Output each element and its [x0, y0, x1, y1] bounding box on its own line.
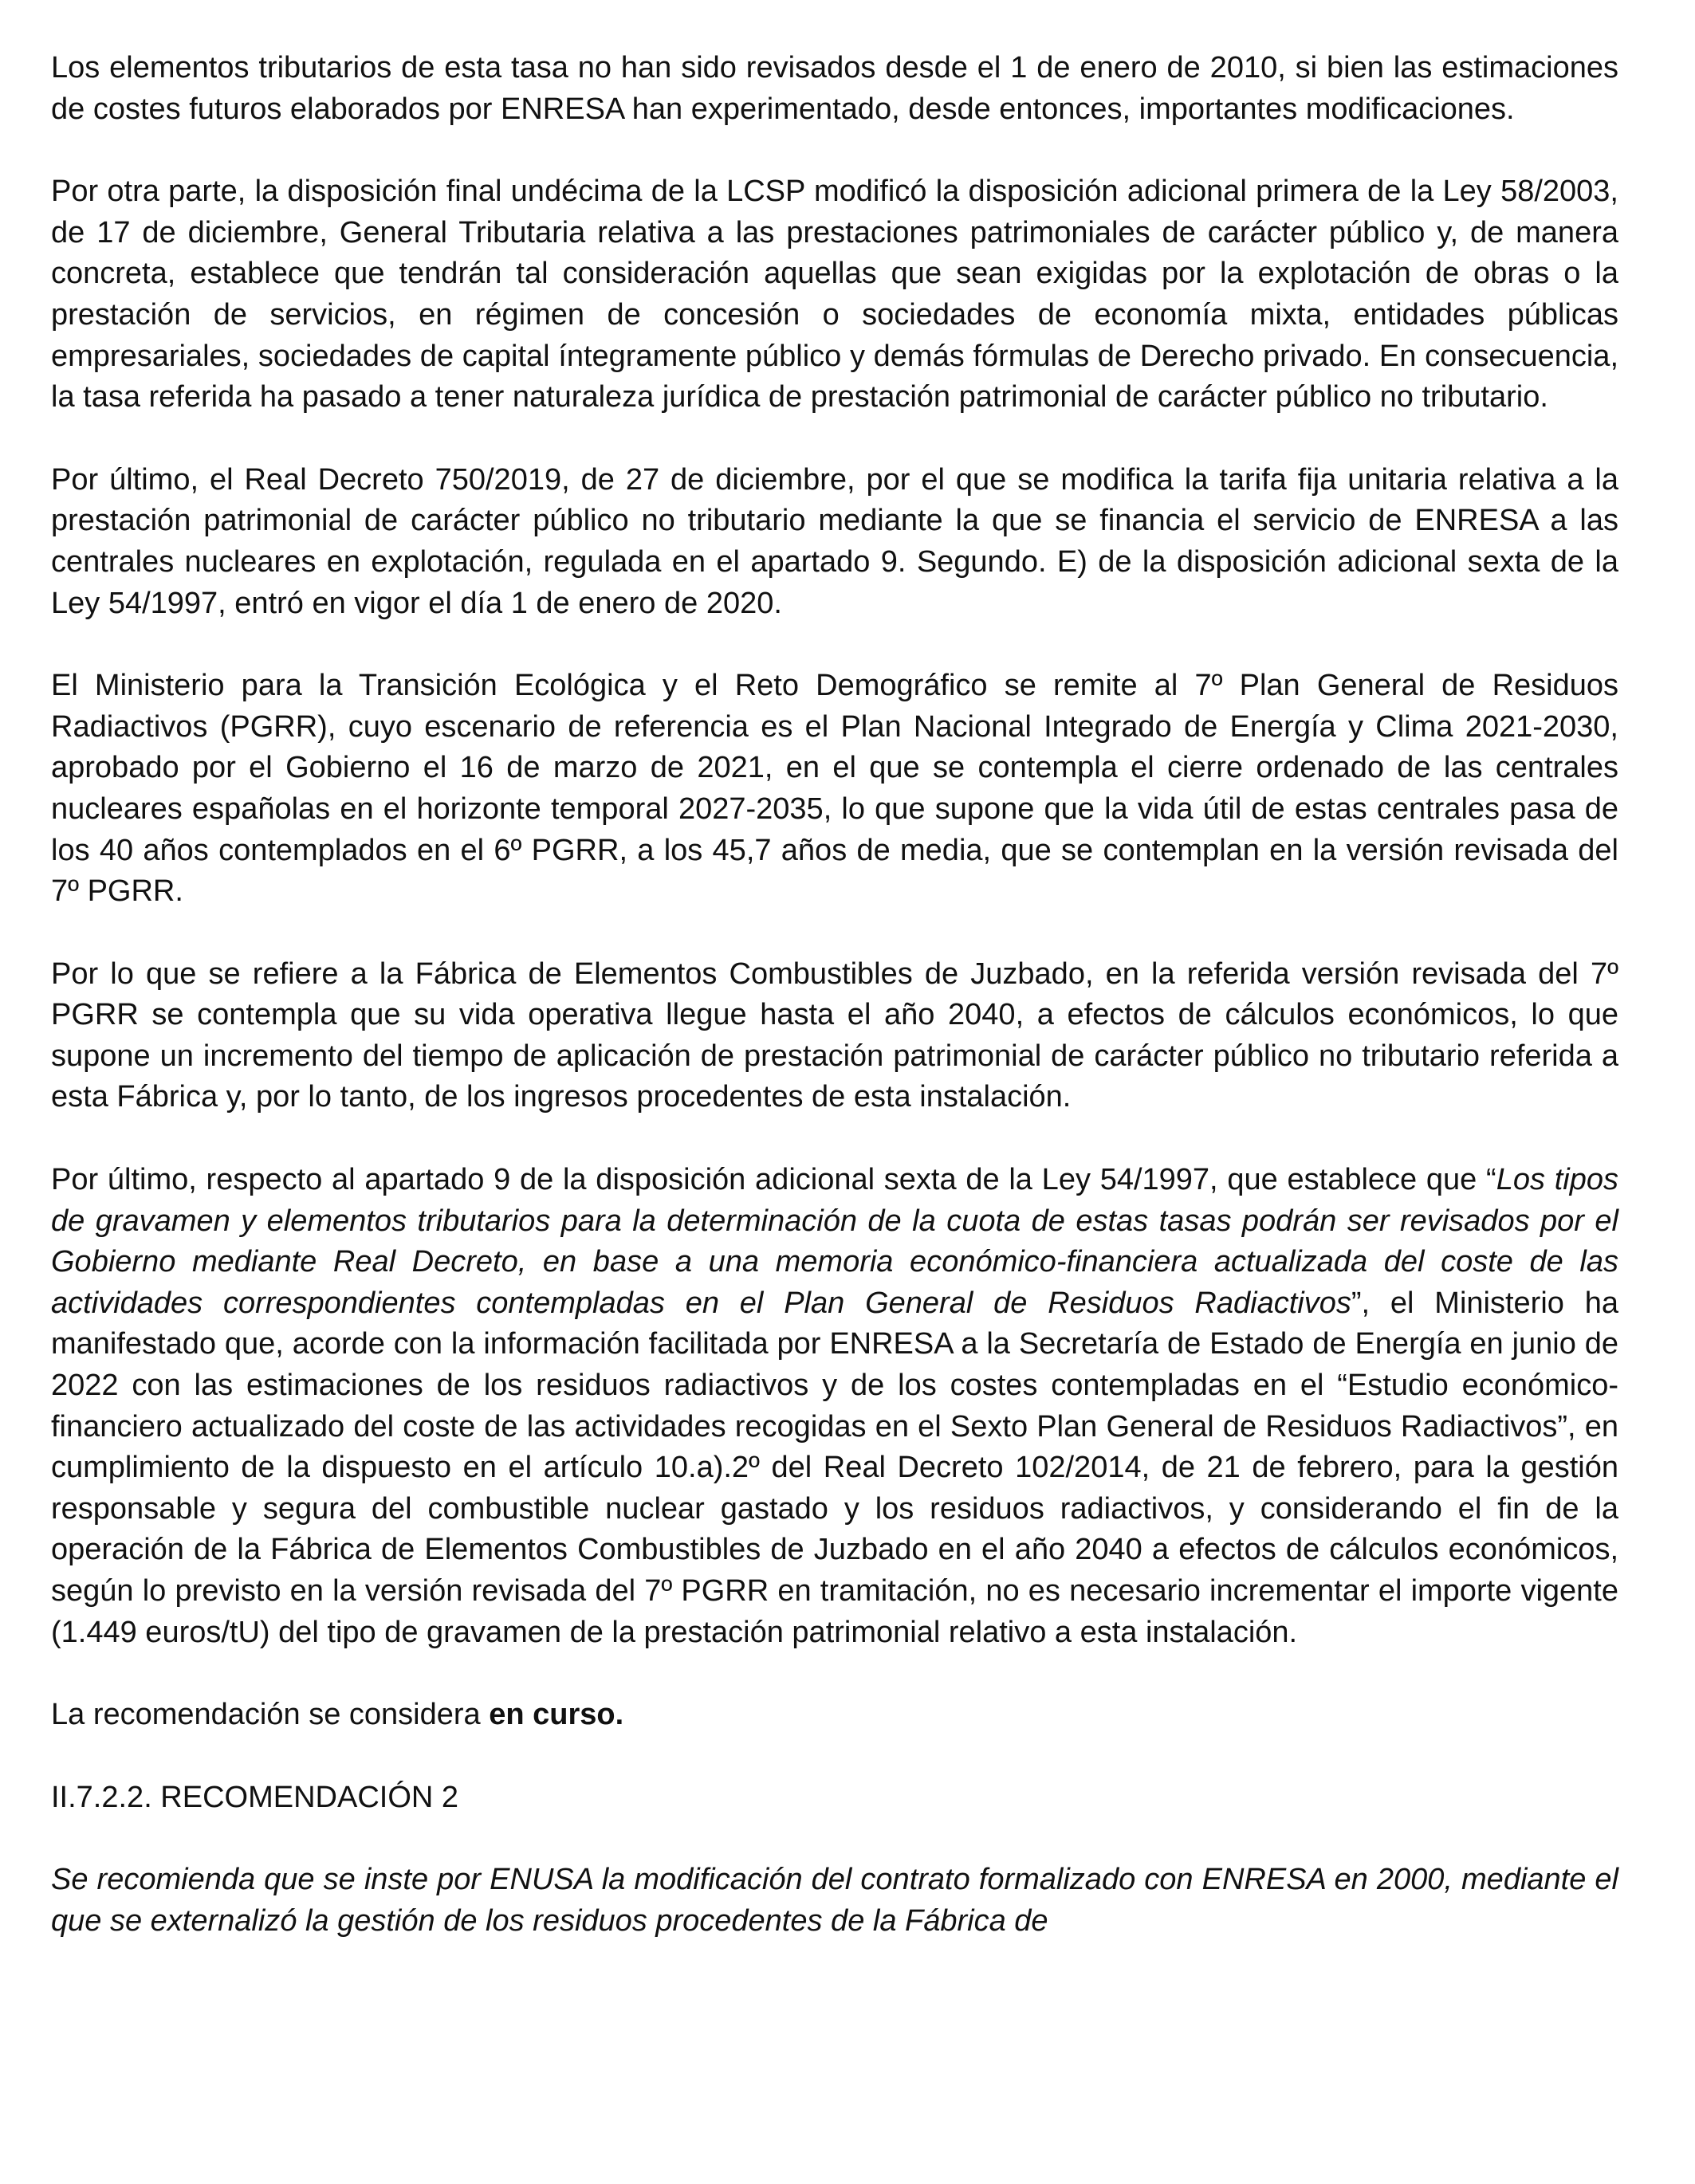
paragraph-status	[51, 1695, 1618, 1736]
paragraph-lcsp: Por otra parte, la disposición final undécima de la LCSP modificó la disposición adicional primera de la Ley 58/2003, de 17 de diciembre, General Tributaria relativa a las prestaciones patrimoniales de carácter público y, de manera concreta, establece que tendrán tal consideración aquellas que sean exigidas por la explotación de obras o la prestación de servicios, en régimen de concesión o sociedades de economía mixta, entidades públicas empresariales, sociedades de capital íntegramente público y demás fórmulas de Derecho privado. En consecuencia, la tasa referida ha pasado a tener naturaleza jurídica de prestación patrimonial de carácter público no tributario.	[51, 175, 1618, 414]
document-page	[51, 48, 1618, 1942]
quoted-legal-text: Los tipos de gravamen y elementos tributarios para la determinación de la cuota de estas tasas podrán ser revisados por el Gobierno mediante Real Decreto, en base a una memoria económico-financiera actualizada del coste de las actividades correspondientes contempladas en el Plan General de Residuos Radiactivos	[51, 1163, 1618, 1320]
paragraph-apartado-9-end: ”, el Ministerio ha manifestado que, acorde con la información facilitada por ENRESA a la Secretaría de Estado de Energía en junio de 2022 con las estimaciones de los residuos radiactivos y de los costes contempladas en el “Estudio económico-financiero actualizado del coste de las actividades recogidas en el Sexto Plan General de Residuos Radiactivos”, en cumplimiento de la dispuesto en el artículo 10.a).2º del Real Decreto 102/2014, de 21 de febrero, para la gestión responsable y segura del combustible nuclear gastado y los residuos radiactivos, y considerando el fin de la operación de la Fábrica de Elementos Combustibles de Juzbado en el año 2040 a efectos de cálculos económicos, según lo previsto en la versión revisada del 7º PGRR en tramitación, no es necesario incrementar el importe vigente (1.449 euros/tU) del tipo de gravamen de la prestación patrimonial relativo a esta instalación.	[51, 1286, 1618, 1649]
paragraph-fabrica-juzbado: Por lo que se refiere a la Fábrica de Elementos Combustibles de Juzbado, en la referida versión revisada del 7º PGRR se contempla que su vida operativa llegue hasta el año 2040, a efectos de cálculos económicos, lo que supone un incremento del tiempo de aplicación de prestación patrimonial de carácter público no tributario referida a esta Fábrica y, por lo tanto, de los ingresos procedentes de esta instalación.	[51, 956, 1618, 1114]
section-heading: II.7.2.2. RECOMENDACIÓN 2	[51, 1780, 459, 1814]
recommendation-text: Se recomienda que se inste por ENUSA la modificación del contrato formalizado con ENRESA en 2000, mediante el que se externalizó la gestión de los residuos procedentes de la Fábrica de	[51, 1863, 1618, 1938]
paragraph-apartado-9	[51, 1160, 1618, 1653]
status-value: en curso.	[489, 1698, 624, 1732]
paragraph-recommendation-2	[51, 1860, 1618, 1942]
paragraph-apartado-9-start: Por último, respecto al apartado 9 de la disposición adicional sexta de la Ley 54/1997, que establece que “	[51, 1163, 1496, 1197]
status-text: La recomendación se considera	[51, 1698, 490, 1732]
paragraph-tasa-revision: Los elementos tributarios de esta tasa no han sido revisados desde el 1 de enero de 2010, si bien las estimaciones de costes futuros elaborados por ENRESA han experimentado, desde entonces, importantes modificaciones.	[51, 51, 1618, 126]
paragraph-real-decreto-750: Por último, el Real Decreto 750/2019, de 27 de diciembre, por el que se modifica la tarifa fija unitaria relativa a la prestación patrimonial de carácter público no tributario mediante la que se financia el servicio de ENRESA a las centrales nucleares en explotación, regulada en el apartado 9. Segundo. E) de la disposición adicional sexta de la Ley 54/1997, entró en vigor el día 1 de enero de 2020.	[51, 462, 1618, 620]
paragraph-ministerio-pgrr: El Ministerio para la Transición Ecológica y el Reto Demográfico se remite al 7º Plan General de Residuos Radiactivos (PGRR), cuyo escenario de referencia es el Plan Nacional Integrado de Energía y Clima 2021-2030, aprobado por el Gobierno el 16 de marzo de 2021, en el que se contempla el cierre ordenado de las centrales nucleares españolas en el horizonte temporal 2027-2035, lo que supone que la vida útil de estas centrales pasa de los 40 años contemplados en el 6º PGRR, a los 45,7 años de media, que se contemplan en la versión revisada del 7º PGRR.	[51, 669, 1618, 909]
